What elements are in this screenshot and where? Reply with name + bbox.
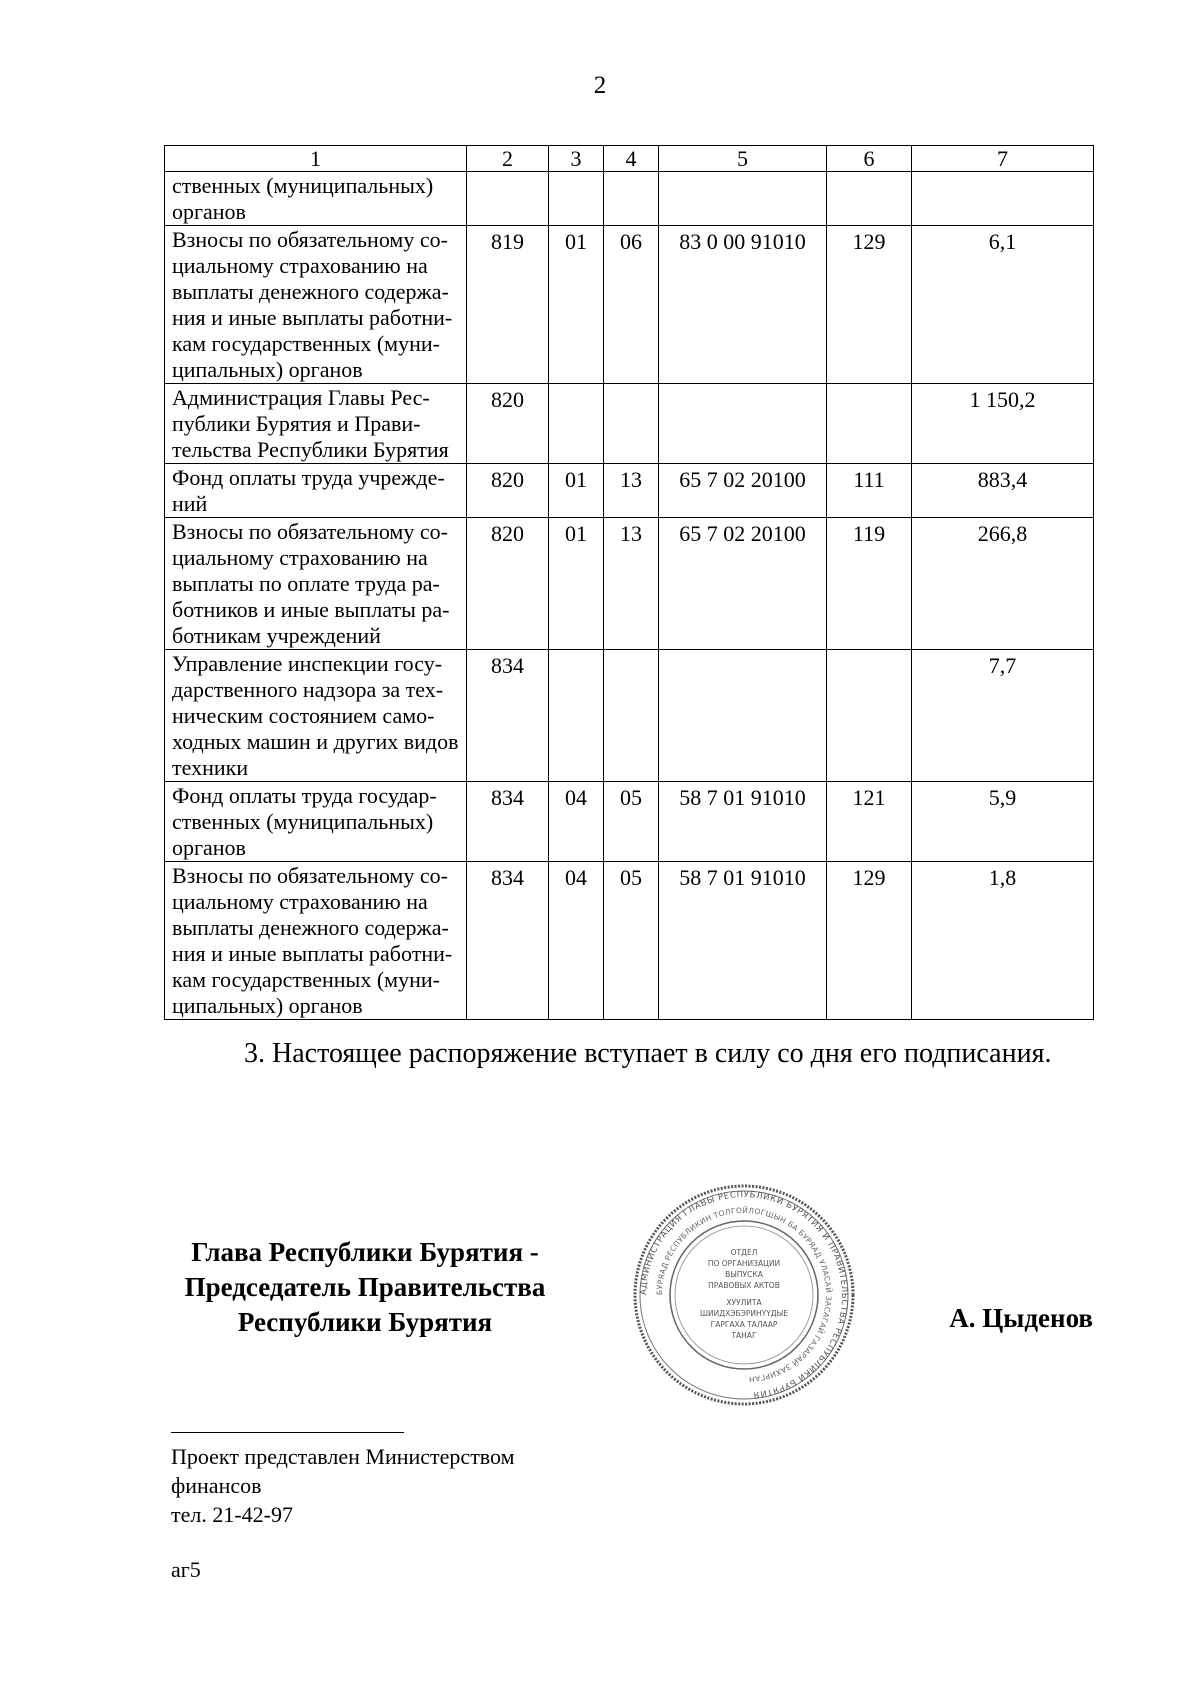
- seal-outer-text: АДМИНИСТРАЦИЯ ГЛАВЫ РЕСПУБЛИКИ БУРЯТИЯ И ПРАВИТЕЛЬСТВА РЕСПУБЛИКИ БУРЯТИЯ: [638, 1189, 850, 1400]
- cell-target-article: [659, 650, 827, 782]
- column-header: 4: [604, 146, 659, 172]
- cell-expense-type: 121: [827, 782, 912, 862]
- table-row: [165, 782, 1094, 862]
- seal-center-line: ОТДЕЛ: [730, 1248, 758, 1257]
- cell-amount: 6,1: [912, 226, 1094, 384]
- cell-ministry-code: 820: [467, 384, 549, 464]
- row-name: Фонд оплаты труда государ-ственных (муниципальных) органов: [165, 782, 467, 862]
- seal-inner-text: БУРЯАД РЕСПУБЛИКИН ТОЛГОЙЛОГШЫН БА БУРЯАД УЛАСАЙ ЗАСАГАЙ ГАЗАРАЙ ЗАХИРГАН: [654, 1205, 834, 1384]
- cell-expense-type: [827, 172, 912, 226]
- cell-target-article: [659, 384, 827, 464]
- cell-ministry-code: 820: [467, 518, 549, 650]
- column-header: 2: [467, 146, 549, 172]
- page-number: 2: [593, 72, 607, 99]
- column-header: 6: [827, 146, 912, 172]
- signatory-name: А. Цыденов: [949, 1303, 1093, 1333]
- cell-amount: 1 150,2: [912, 384, 1094, 464]
- cell-ministry-code: 819: [467, 226, 549, 384]
- cell-ministry-code: 834: [467, 782, 549, 862]
- cell-target-article: 58 7 01 91010: [659, 782, 827, 862]
- cell-target-article: 83 0 00 91010: [659, 226, 827, 384]
- cell-amount: 266,8: [912, 518, 1094, 650]
- cell-amount: 1,8: [912, 862, 1094, 1020]
- cell-target-article: 65 7 02 20100: [659, 464, 827, 518]
- row-name: Взносы по обязательному со-циальному страхованию на выплаты денежного содержа-ния и иные выплаты работни-кам государственных (муни-ципальных) органов: [165, 862, 467, 1020]
- cell-section: 04: [549, 862, 604, 1020]
- column-header: 5: [659, 146, 827, 172]
- cell-ministry-code: 834: [467, 862, 549, 1020]
- cell-subsection: 13: [604, 518, 659, 650]
- cell-subsection: [604, 172, 659, 226]
- signatory-title-line: Председатель Правительства: [184, 1272, 546, 1302]
- table-row: [165, 384, 1094, 464]
- seal-center-line: ТАНАГ: [731, 1331, 757, 1340]
- seal-center-line: ПО ОРГАНИЗАЦИИ: [707, 1259, 781, 1268]
- cell-target-article: 58 7 01 91010: [659, 862, 827, 1020]
- cell-section: 01: [549, 226, 604, 384]
- seal-center-line: ПРАВОВЫХ АКТОВ: [708, 1281, 780, 1290]
- row-name: Администрация Главы Рес-публики Бурятия и Прави-тельства Республики Бурятия: [165, 384, 467, 464]
- cell-expense-type: 111: [827, 464, 912, 518]
- row-name: Фонд оплаты труда учрежде-ний: [165, 464, 467, 518]
- signatory-title-line: Республики Бурятия: [237, 1307, 493, 1337]
- seal-center-line: ШИИДХЭБЭРИНҮҮДЫЕ: [699, 1309, 789, 1318]
- footnote: [171, 1442, 591, 1529]
- table-row: [165, 650, 1094, 782]
- cell-subsection: 06: [604, 226, 659, 384]
- row-name: ственных (муниципальных) органов: [165, 172, 467, 226]
- document-code: аг5: [171, 1557, 201, 1582]
- cell-section: [549, 650, 604, 782]
- cell-ministry-code: [467, 172, 549, 226]
- cell-ministry-code: 834: [467, 650, 549, 782]
- cell-amount: 883,4: [912, 464, 1094, 518]
- cell-target-article: [659, 172, 827, 226]
- cell-ministry-code: 820: [467, 464, 549, 518]
- cell-subsection: 05: [604, 862, 659, 1020]
- cell-section: [549, 384, 604, 464]
- cell-expense-type: 129: [827, 226, 912, 384]
- cell-target-article: 65 7 02 20100: [659, 518, 827, 650]
- cell-amount: [912, 172, 1094, 226]
- cell-amount: 5,9: [912, 782, 1094, 862]
- footnote-divider: [171, 1432, 404, 1433]
- cell-section: 04: [549, 782, 604, 862]
- column-header: 1: [165, 146, 467, 172]
- column-header: 7: [912, 146, 1094, 172]
- signatory-title-line: Глава Республики Бурятия -: [191, 1237, 539, 1267]
- table-row: [165, 226, 1094, 384]
- row-name: Управление инспекции госу-дарственного надзора за тех-ническим состоянием само-ходных машин и других видов техники: [165, 650, 467, 782]
- cell-expense-type: 119: [827, 518, 912, 650]
- svg-text:БУРЯАД РЕСПУБЛИКИН ТОЛГОЙЛОГШЫ: [655, 1206, 833, 1384]
- footnote-line: финансов: [171, 1473, 262, 1498]
- row-name: Взносы по обязательному со-циальному страхованию на выплаты по оплате труда ра-ботников и иные выплаты ра-ботникам учреждений: [165, 518, 467, 650]
- cell-subsection: [604, 384, 659, 464]
- budget-table: [164, 145, 1094, 1020]
- table-row: [165, 464, 1094, 518]
- seal-center-line: ХУУЛИТА: [726, 1298, 762, 1307]
- table-row: [165, 518, 1094, 650]
- cell-expense-type: [827, 384, 912, 464]
- cell-section: [549, 172, 604, 226]
- table-header-row: [165, 146, 1094, 172]
- column-header: 3: [549, 146, 604, 172]
- cell-section: 01: [549, 464, 604, 518]
- table-row: [165, 862, 1094, 1020]
- clause-3-text: 3. Настоящее распоряжение вступает в силу со дня его подписания.: [244, 1038, 1052, 1069]
- seal-center-line: ГАРГАХА ТАЛААР: [710, 1320, 778, 1329]
- cell-subsection: [604, 650, 659, 782]
- cell-section: 01: [549, 518, 604, 650]
- official-seal-stamp: [632, 1183, 856, 1407]
- seal-center-line: ВЫПУСКА: [725, 1270, 763, 1279]
- cell-amount: 7,7: [912, 650, 1094, 782]
- cell-expense-type: 129: [827, 862, 912, 1020]
- footnote-line: Проект представлен Министерством: [171, 1444, 515, 1469]
- cell-subsection: 05: [604, 782, 659, 862]
- table-row: [165, 172, 1094, 226]
- footnote-line: тел. 21-42-97: [171, 1502, 294, 1527]
- row-name: Взносы по обязательному со-циальному страхованию на выплаты денежного содержа-ния и иные выплаты работни-кам государственных (муни-ципальных) органов: [165, 226, 467, 384]
- signatory-title: [165, 1235, 565, 1340]
- cell-expense-type: [827, 650, 912, 782]
- cell-subsection: 13: [604, 464, 659, 518]
